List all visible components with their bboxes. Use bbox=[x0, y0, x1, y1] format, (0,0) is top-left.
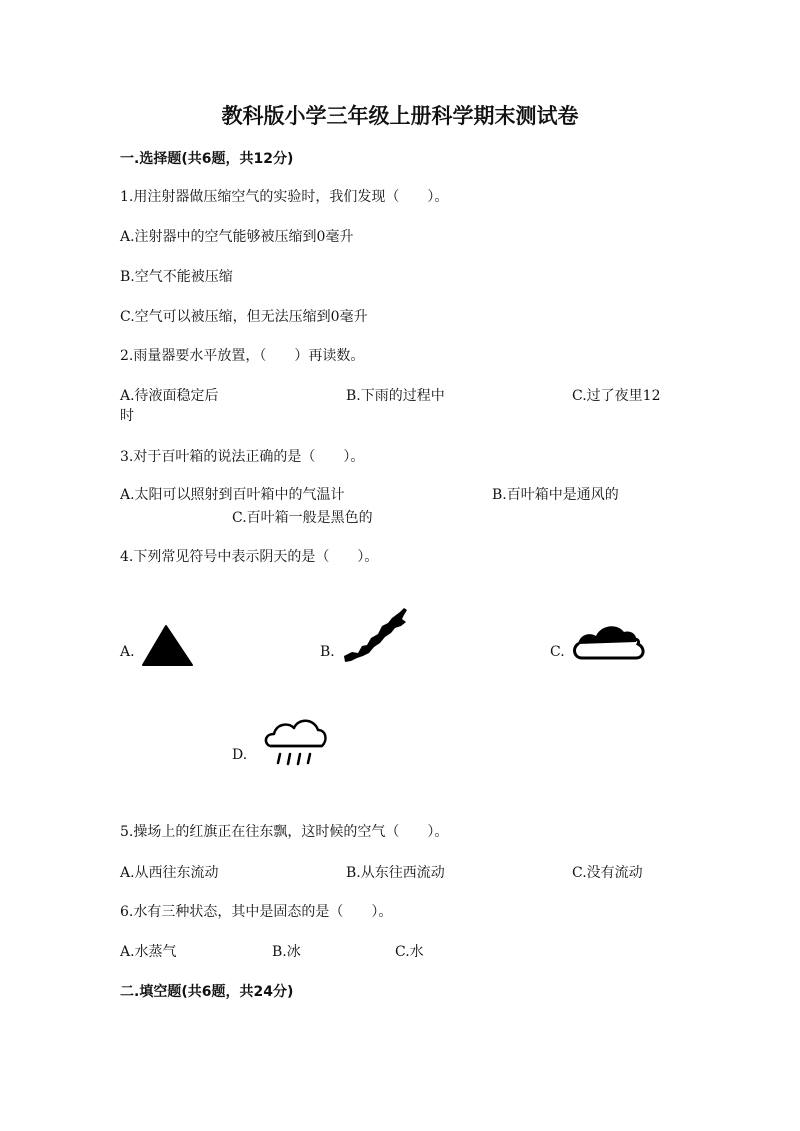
question-2-option-c-continued: 时 bbox=[120, 408, 134, 424]
question-5-option-c: C.没有流动 bbox=[572, 865, 643, 881]
rain-cloud-icon bbox=[262, 714, 330, 770]
question-4-stem: 4.下列常见符号中表示阴天的是（ ）。 bbox=[120, 549, 379, 565]
section-heading-fill-blank: 二.填空题(共6题，共24分) bbox=[120, 984, 294, 1000]
question-3-option-c: C.百叶箱一般是黑色的 bbox=[232, 510, 373, 526]
question-4-option-d-label: D. bbox=[232, 747, 248, 763]
question-1-option-b: B.空气不能被压缩 bbox=[120, 269, 233, 285]
question-4-option-c-label: C. bbox=[550, 644, 565, 660]
question-5-stem: 5.操场上的红旗正在往东飘，这时候的空气（ ）。 bbox=[120, 824, 449, 840]
question-1-stem: 1.用注射器做压缩空气的实验时，我们发现（ ）。 bbox=[120, 189, 449, 205]
question-5-option-a: A.从西往东流动 bbox=[120, 865, 219, 881]
question-3-option-b: B.百叶箱中是通风的 bbox=[492, 487, 619, 503]
question-5-option-b: B.从东往西流动 bbox=[346, 865, 445, 881]
question-2-option-a: A.待液面稳定后 bbox=[120, 388, 219, 404]
lightning-icon bbox=[338, 606, 412, 668]
question-3-option-a: A.太阳可以照射到百叶箱中的气温计 bbox=[120, 487, 345, 503]
question-6-option-a: A.水蒸气 bbox=[120, 944, 177, 960]
question-1-option-c: C.空气可以被压缩，但无法压缩到0毫升 bbox=[120, 309, 368, 325]
question-3-stem: 3.对于百叶箱的说法正确的是（ ）。 bbox=[120, 449, 365, 465]
question-2-option-b: B.下雨的过程中 bbox=[346, 388, 445, 404]
cloud-icon bbox=[570, 620, 646, 664]
question-2-stem: 2.雨量器要水平放置，（ ）再读数。 bbox=[120, 348, 365, 364]
question-4-option-b-label: B. bbox=[320, 644, 335, 660]
triangle-icon bbox=[140, 624, 194, 668]
page-title: 教科版小学三年级上册科学期末测试卷 bbox=[221, 104, 579, 128]
question-6-option-b: B.冰 bbox=[272, 944, 301, 960]
question-6-option-c: C.水 bbox=[395, 944, 424, 960]
question-2-option-c: C.过了夜里12 bbox=[572, 388, 661, 404]
question-1-option-a: A.注射器中的空气能够被压缩到0毫升 bbox=[120, 229, 354, 245]
question-6-stem: 6.水有三种状态，其中是固态的是（ ）。 bbox=[120, 904, 393, 920]
question-4-option-a-label: A. bbox=[120, 644, 135, 660]
section-heading-choice: 一.选择题(共6题，共12分) bbox=[120, 151, 294, 167]
